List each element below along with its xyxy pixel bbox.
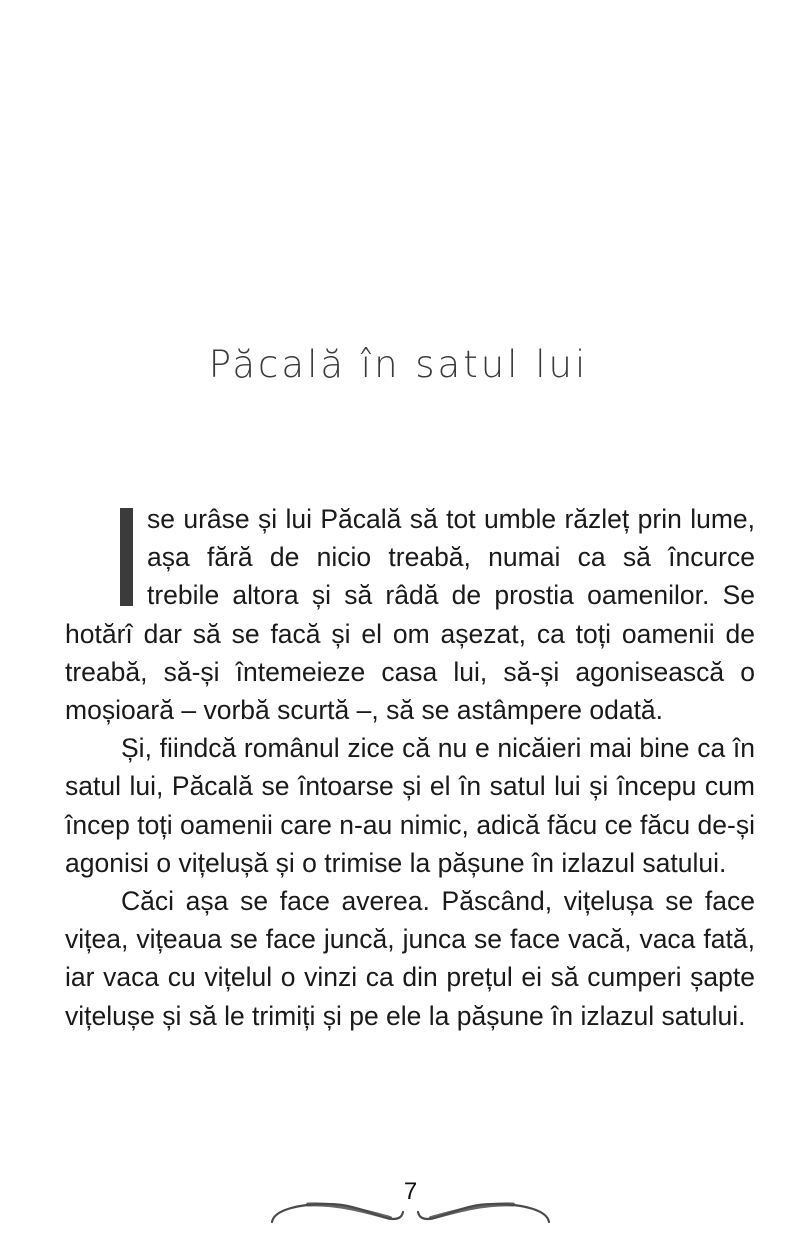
- dropcap-container: [65, 500, 147, 614]
- page-number: 7: [403, 1178, 418, 1205]
- paragraph-text: se urâse și lui Păcală să tot umble răzleț prin lume, așa fără de nicio treabă, numai ca să încurce trebile altora și să râdă de prostia oamenilor. Se hotărî dar să se facă și el om așezat, ca toți oamenii de treabă, să-și întemeieze casa lui, să-și agonisească o moșioară – vorbă scurtă –, să se astâmpere odată.: [65, 504, 755, 726]
- body-text: [65, 500, 755, 1035]
- paragraph-text: Și, fiindcă românul zice că nu e nicăieri mai bine ca în satul lui, Păcală se întoarse și el în satul lui și începu cum încep toți oamenii care n-au nimic, adică făcu ce făcu de-și agonisi o vițelușă și o trimise la pășune în izlazul satului.: [65, 733, 755, 878]
- paragraph-text: Căci așa se face averea. Păscând, vițelușa se face vițea, vițeaua se face juncă, junca se face vacă, vaca fată, iar vaca cu vițelul o vinzi ca din prețul ei să cumperi șapte vițelușe și să le trimiți și pe ele la pășune în izlazul satului.: [65, 886, 755, 1031]
- dropcap-letter-i: [120, 508, 133, 606]
- page-footer: [268, 1178, 553, 1226]
- paragraph-2: [65, 729, 755, 882]
- chapter-title: Păcală în satul lui: [208, 342, 589, 386]
- paragraph-3: [65, 882, 755, 1035]
- paragraph-1: [65, 500, 755, 729]
